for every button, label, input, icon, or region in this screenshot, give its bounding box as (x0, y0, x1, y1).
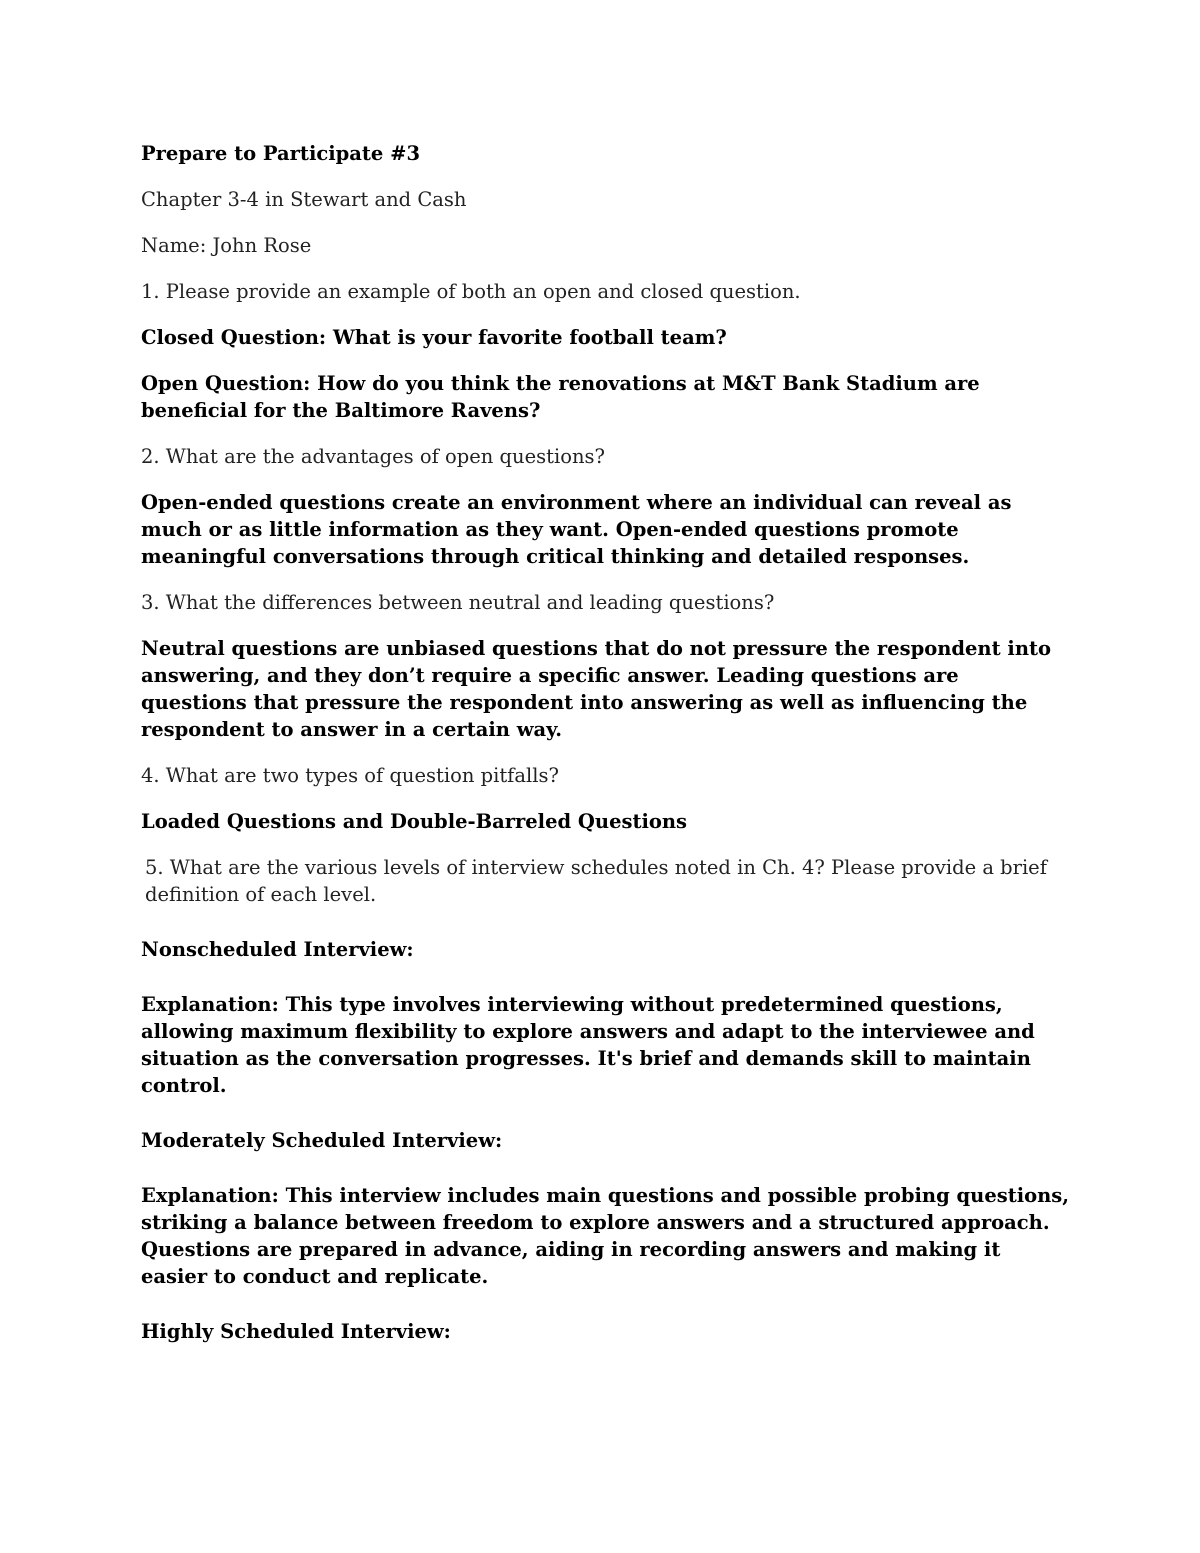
answer-1-closed: Closed Question: What is your favorite football team? (141, 326, 727, 349)
question-5: 5. What are the various levels of interview schedules noted in Ch. 4? Please provide a brief definition of each level. (145, 856, 1047, 906)
nonscheduled-heading: Nonscheduled Interview: (141, 938, 414, 961)
answer-4: Loaded Questions and Double-Barreled Questions (141, 810, 688, 833)
answer-1-open: Open Question: How do you think the renovations at M&T Bank Stadium are beneficial for the Baltimore Ravens? (141, 372, 980, 422)
document-page (141, 140, 1071, 1364)
question-1: 1. Please provide an example of both an open and closed question. (141, 280, 801, 303)
moderate-explanation: Explanation: This interview includes main questions and possible probing questions, striking a balance between freedom to explore answers and a structured approach. Questions are prepared in advance, aiding in recording answers and making it easier to conduct and replicate. (141, 1184, 1070, 1288)
name-line: Name: John Rose (141, 234, 312, 257)
chapter-line: Chapter 3-4 in Stewart and Cash (141, 188, 467, 211)
question-2: 2. What are the advantages of open questions? (141, 445, 605, 468)
high-heading: Highly Scheduled Interview: (141, 1320, 451, 1343)
nonscheduled-explanation: Explanation: This type involves interviewing without predetermined questions, allowing maximum flexibility to explore answers and adapt to the interviewee and situation as the conversation progresses. It's brief and demands skill to maintain control. (141, 993, 1035, 1097)
document-title: Prepare to Participate #3 (141, 142, 421, 165)
question-4: 4. What are two types of question pitfalls? (141, 764, 559, 787)
question-3: 3. What the differences between neutral and leading questions? (141, 591, 775, 614)
answer-3: Neutral questions are unbiased questions that do not pressure the respondent into answering, and they don’t require a specific answer. Leading questions are questions that pressure the respondent into answering as well as influencing the respondent to answer in a certain way. (141, 637, 1052, 741)
moderate-heading: Moderately Scheduled Interview: (141, 1129, 503, 1152)
answer-2: Open-ended questions create an environment where an individual can reveal as much or as little information as they want. Open-ended questions promote meaningful conversations through critical thinking and detailed responses. (141, 491, 1012, 568)
